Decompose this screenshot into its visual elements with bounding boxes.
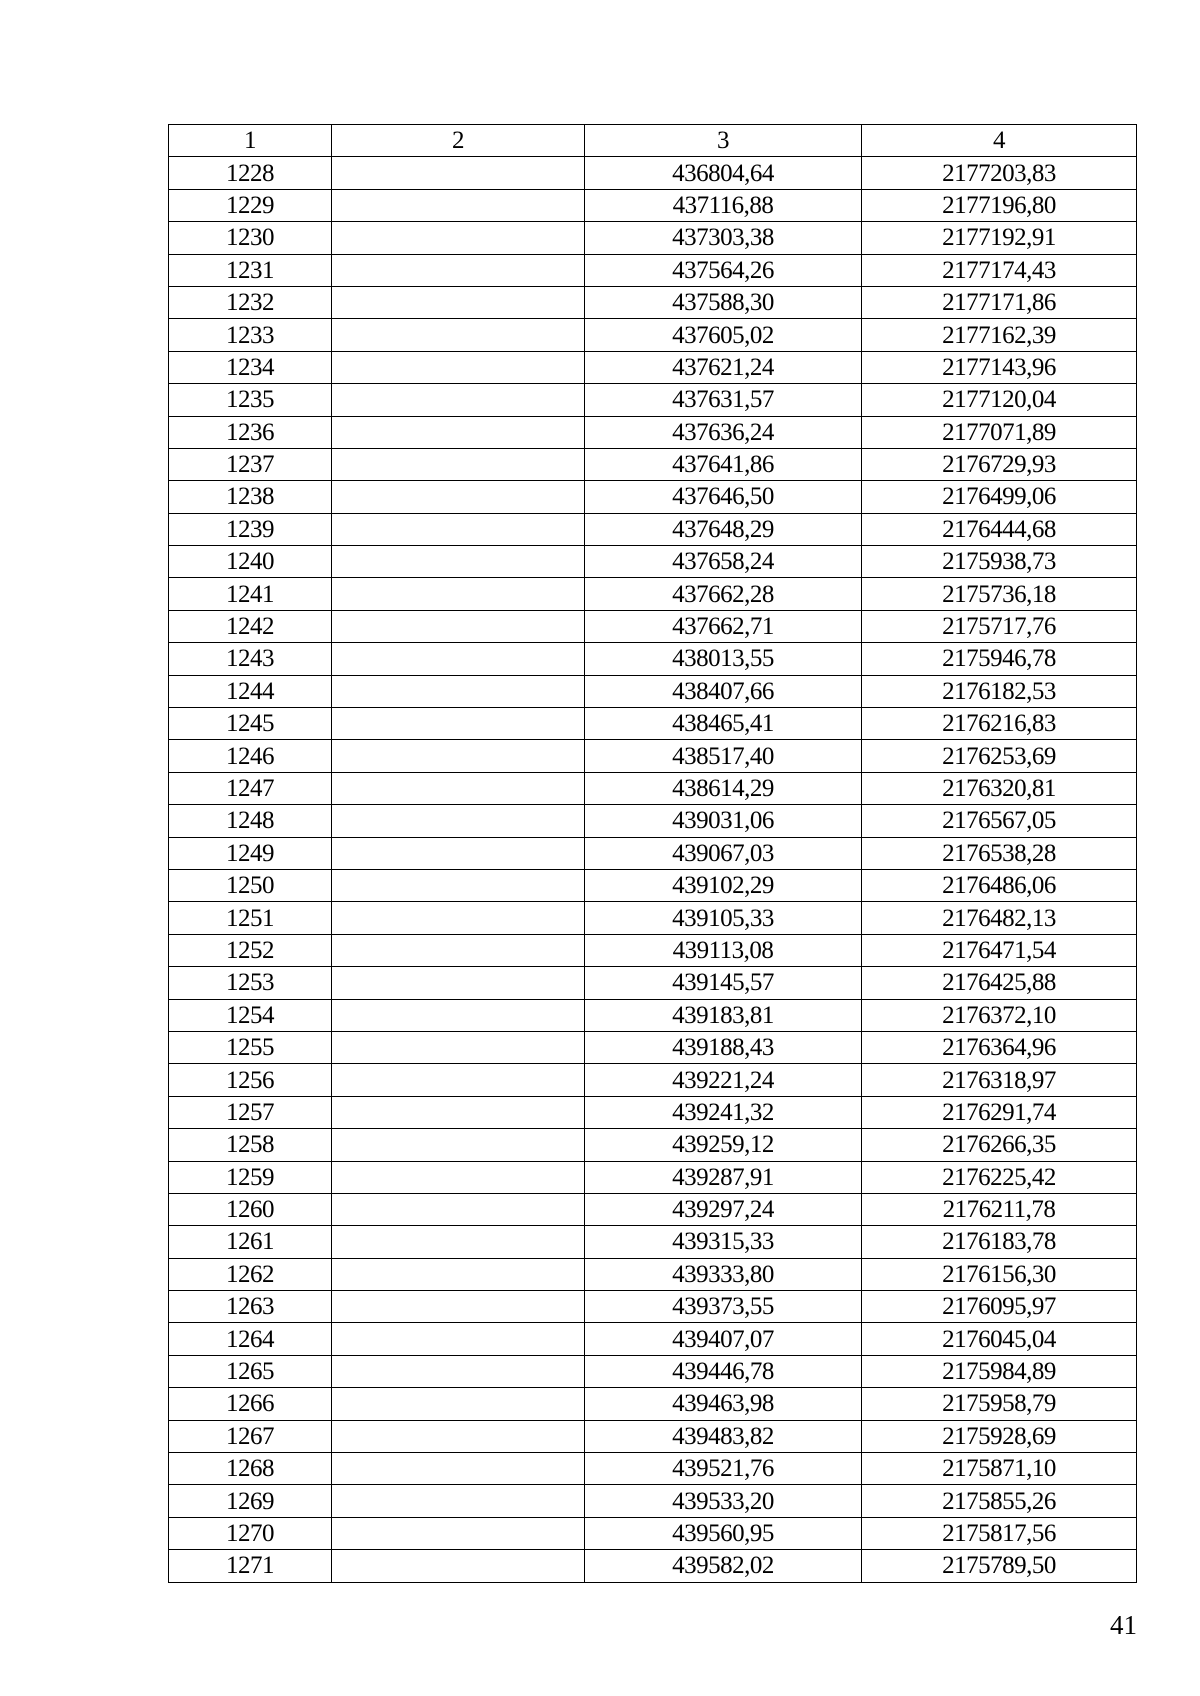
y-coordinate-cell: 2175871,10 — [862, 1453, 1137, 1485]
y-coordinate-cell: 2177171,86 — [862, 286, 1137, 318]
table-row — [169, 1226, 1137, 1258]
table-row — [169, 1064, 1137, 1096]
table-row — [169, 481, 1137, 513]
point-number-cell: 1269 — [169, 1485, 332, 1517]
x-coordinate-cell: 437564,26 — [585, 254, 862, 286]
empty-cell — [332, 999, 585, 1031]
empty-cell — [332, 1517, 585, 1549]
x-coordinate-cell: 439373,55 — [585, 1291, 862, 1323]
y-coordinate-cell: 2175789,50 — [862, 1550, 1137, 1582]
point-number-cell: 1229 — [169, 189, 332, 221]
table-row — [169, 189, 1137, 221]
y-coordinate-cell: 2176045,04 — [862, 1323, 1137, 1355]
point-number-cell: 1267 — [169, 1420, 332, 1452]
y-coordinate-cell: 2176318,97 — [862, 1064, 1137, 1096]
y-coordinate-cell: 2177203,83 — [862, 157, 1137, 189]
coordinates-table — [168, 124, 1137, 1583]
point-number-cell: 1248 — [169, 805, 332, 837]
y-coordinate-cell: 2176183,78 — [862, 1226, 1137, 1258]
x-coordinate-cell: 439183,81 — [585, 999, 862, 1031]
y-coordinate-cell: 2175928,69 — [862, 1420, 1137, 1452]
table-row — [169, 222, 1137, 254]
point-number-cell: 1244 — [169, 675, 332, 707]
empty-cell — [332, 1226, 585, 1258]
table-row — [169, 869, 1137, 901]
empty-cell — [332, 481, 585, 513]
table-row — [169, 1453, 1137, 1485]
y-coordinate-cell: 2176471,54 — [862, 934, 1137, 966]
table-row — [169, 1355, 1137, 1387]
table-row — [169, 934, 1137, 966]
table-row — [169, 1291, 1137, 1323]
point-number-cell: 1256 — [169, 1064, 332, 1096]
x-coordinate-cell: 438465,41 — [585, 708, 862, 740]
empty-cell — [332, 1323, 585, 1355]
point-number-cell: 1237 — [169, 448, 332, 480]
empty-cell — [332, 448, 585, 480]
table-row — [169, 286, 1137, 318]
table-row — [169, 319, 1137, 351]
table-row — [169, 1258, 1137, 1290]
x-coordinate-cell: 439188,43 — [585, 1031, 862, 1063]
point-number-cell: 1240 — [169, 546, 332, 578]
empty-cell — [332, 1485, 585, 1517]
table-row — [169, 416, 1137, 448]
column-header-3: 3 — [585, 125, 862, 157]
point-number-cell: 1233 — [169, 319, 332, 351]
point-number-cell: 1258 — [169, 1129, 332, 1161]
point-number-cell: 1253 — [169, 967, 332, 999]
table-row — [169, 448, 1137, 480]
point-number-cell: 1265 — [169, 1355, 332, 1387]
point-number-cell: 1252 — [169, 934, 332, 966]
empty-cell — [332, 1550, 585, 1582]
empty-cell — [332, 351, 585, 383]
y-coordinate-cell: 2177143,96 — [862, 351, 1137, 383]
point-number-cell: 1228 — [169, 157, 332, 189]
table-row — [169, 643, 1137, 675]
table-row — [169, 254, 1137, 286]
table-row — [169, 1485, 1137, 1517]
y-coordinate-cell: 2177174,43 — [862, 254, 1137, 286]
y-coordinate-cell: 2176364,96 — [862, 1031, 1137, 1063]
x-coordinate-cell: 438013,55 — [585, 643, 862, 675]
point-number-cell: 1245 — [169, 708, 332, 740]
point-number-cell: 1249 — [169, 837, 332, 869]
y-coordinate-cell: 2175717,76 — [862, 610, 1137, 642]
empty-cell — [332, 805, 585, 837]
table-row — [169, 1517, 1137, 1549]
table-row — [169, 837, 1137, 869]
table-row — [169, 805, 1137, 837]
x-coordinate-cell: 437588,30 — [585, 286, 862, 318]
x-coordinate-cell: 437648,29 — [585, 513, 862, 545]
point-number-cell: 1243 — [169, 643, 332, 675]
y-coordinate-cell: 2176156,30 — [862, 1258, 1137, 1290]
table-row — [169, 384, 1137, 416]
x-coordinate-cell: 437605,02 — [585, 319, 862, 351]
x-coordinate-cell: 437646,50 — [585, 481, 862, 513]
empty-cell — [332, 643, 585, 675]
empty-cell — [332, 384, 585, 416]
point-number-cell: 1251 — [169, 902, 332, 934]
y-coordinate-cell: 2177071,89 — [862, 416, 1137, 448]
empty-cell — [332, 1161, 585, 1193]
x-coordinate-cell: 437621,24 — [585, 351, 862, 383]
y-coordinate-cell: 2175817,56 — [862, 1517, 1137, 1549]
point-number-cell: 1232 — [169, 286, 332, 318]
point-number-cell: 1234 — [169, 351, 332, 383]
x-coordinate-cell: 439533,20 — [585, 1485, 862, 1517]
y-coordinate-cell: 2176425,88 — [862, 967, 1137, 999]
column-header-1: 1 — [169, 125, 332, 157]
point-number-cell: 1259 — [169, 1161, 332, 1193]
y-coordinate-cell: 2176182,53 — [862, 675, 1137, 707]
y-coordinate-cell: 2175736,18 — [862, 578, 1137, 610]
x-coordinate-cell: 439297,24 — [585, 1193, 862, 1225]
y-coordinate-cell: 2176291,74 — [862, 1096, 1137, 1128]
point-number-cell: 1239 — [169, 513, 332, 545]
table-row — [169, 1420, 1137, 1452]
point-number-cell: 1255 — [169, 1031, 332, 1063]
x-coordinate-cell: 439102,29 — [585, 869, 862, 901]
table-row — [169, 967, 1137, 999]
point-number-cell: 1262 — [169, 1258, 332, 1290]
empty-cell — [332, 1453, 585, 1485]
empty-cell — [332, 286, 585, 318]
column-header-4: 4 — [862, 125, 1137, 157]
y-coordinate-cell: 2176499,06 — [862, 481, 1137, 513]
y-coordinate-cell: 2177196,80 — [862, 189, 1137, 221]
y-coordinate-cell: 2175855,26 — [862, 1485, 1137, 1517]
x-coordinate-cell: 439315,33 — [585, 1226, 862, 1258]
y-coordinate-cell: 2176225,42 — [862, 1161, 1137, 1193]
x-coordinate-cell: 437636,24 — [585, 416, 862, 448]
y-coordinate-cell: 2177120,04 — [862, 384, 1137, 416]
point-number-cell: 1235 — [169, 384, 332, 416]
x-coordinate-cell: 437641,86 — [585, 448, 862, 480]
empty-cell — [332, 967, 585, 999]
x-coordinate-cell: 438407,66 — [585, 675, 862, 707]
empty-cell — [332, 513, 585, 545]
y-coordinate-cell: 2177192,91 — [862, 222, 1137, 254]
point-number-cell: 1271 — [169, 1550, 332, 1582]
table-row — [169, 351, 1137, 383]
point-number-cell: 1260 — [169, 1193, 332, 1225]
point-number-cell: 1266 — [169, 1388, 332, 1420]
x-coordinate-cell: 439446,78 — [585, 1355, 862, 1387]
point-number-cell: 1231 — [169, 254, 332, 286]
table-row — [169, 578, 1137, 610]
table-row — [169, 1129, 1137, 1161]
y-coordinate-cell: 2176444,68 — [862, 513, 1137, 545]
empty-cell — [332, 1096, 585, 1128]
x-coordinate-cell: 439259,12 — [585, 1129, 862, 1161]
empty-cell — [332, 1031, 585, 1063]
empty-cell — [332, 1420, 585, 1452]
point-number-cell: 1264 — [169, 1323, 332, 1355]
point-number-cell: 1254 — [169, 999, 332, 1031]
table-row — [169, 675, 1137, 707]
x-coordinate-cell: 437662,71 — [585, 610, 862, 642]
table-header — [169, 125, 1137, 157]
y-coordinate-cell: 2175958,79 — [862, 1388, 1137, 1420]
table-row — [169, 708, 1137, 740]
x-coordinate-cell: 439145,57 — [585, 967, 862, 999]
column-header-2: 2 — [332, 125, 585, 157]
x-coordinate-cell: 438614,29 — [585, 772, 862, 804]
empty-cell — [332, 675, 585, 707]
table-row — [169, 1323, 1137, 1355]
point-number-cell: 1230 — [169, 222, 332, 254]
x-coordinate-cell: 437303,38 — [585, 222, 862, 254]
x-coordinate-cell: 438517,40 — [585, 740, 862, 772]
y-coordinate-cell: 2175984,89 — [862, 1355, 1137, 1387]
y-coordinate-cell: 2176372,10 — [862, 999, 1137, 1031]
y-coordinate-cell: 2176253,69 — [862, 740, 1137, 772]
table-row — [169, 513, 1137, 545]
empty-cell — [332, 1388, 585, 1420]
y-coordinate-cell: 2176266,35 — [862, 1129, 1137, 1161]
empty-cell — [332, 189, 585, 221]
y-coordinate-cell: 2177162,39 — [862, 319, 1137, 351]
y-coordinate-cell: 2176211,78 — [862, 1193, 1137, 1225]
point-number-cell: 1241 — [169, 578, 332, 610]
y-coordinate-cell: 2176482,13 — [862, 902, 1137, 934]
empty-cell — [332, 254, 585, 286]
point-number-cell: 1250 — [169, 869, 332, 901]
table-row — [169, 1388, 1137, 1420]
point-number-cell: 1246 — [169, 740, 332, 772]
point-number-cell: 1236 — [169, 416, 332, 448]
x-coordinate-cell: 439521,76 — [585, 1453, 862, 1485]
empty-cell — [332, 1258, 585, 1290]
y-coordinate-cell: 2176216,83 — [862, 708, 1137, 740]
empty-cell — [332, 869, 585, 901]
empty-cell — [332, 708, 585, 740]
empty-cell — [332, 1291, 585, 1323]
y-coordinate-cell: 2176567,05 — [862, 805, 1137, 837]
empty-cell — [332, 902, 585, 934]
point-number-cell: 1270 — [169, 1517, 332, 1549]
x-coordinate-cell: 439582,02 — [585, 1550, 862, 1582]
x-coordinate-cell: 439287,91 — [585, 1161, 862, 1193]
x-coordinate-cell: 439113,08 — [585, 934, 862, 966]
point-number-cell: 1238 — [169, 481, 332, 513]
table-row — [169, 157, 1137, 189]
x-coordinate-cell: 437658,24 — [585, 546, 862, 578]
x-coordinate-cell: 439407,07 — [585, 1323, 862, 1355]
table-row — [169, 1161, 1137, 1193]
empty-cell — [332, 1193, 585, 1225]
table-row — [169, 999, 1137, 1031]
table-body — [169, 157, 1137, 1582]
x-coordinate-cell: 439333,80 — [585, 1258, 862, 1290]
table-row — [169, 610, 1137, 642]
empty-cell — [332, 1129, 585, 1161]
empty-cell — [332, 546, 585, 578]
x-coordinate-cell: 436804,64 — [585, 157, 862, 189]
y-coordinate-cell: 2175938,73 — [862, 546, 1137, 578]
y-coordinate-cell: 2176320,81 — [862, 772, 1137, 804]
x-coordinate-cell: 439560,95 — [585, 1517, 862, 1549]
empty-cell — [332, 578, 585, 610]
y-coordinate-cell: 2176729,93 — [862, 448, 1137, 480]
table-row — [169, 740, 1137, 772]
table-row — [169, 772, 1137, 804]
x-coordinate-cell: 439463,98 — [585, 1388, 862, 1420]
x-coordinate-cell: 439483,82 — [585, 1420, 862, 1452]
table-row — [169, 546, 1137, 578]
table-row — [169, 1096, 1137, 1128]
y-coordinate-cell: 2176538,28 — [862, 837, 1137, 869]
empty-cell — [332, 837, 585, 869]
y-coordinate-cell: 2176095,97 — [862, 1291, 1137, 1323]
point-number-cell: 1247 — [169, 772, 332, 804]
empty-cell — [332, 157, 585, 189]
empty-cell — [332, 319, 585, 351]
x-coordinate-cell: 439221,24 — [585, 1064, 862, 1096]
table-row — [169, 1193, 1137, 1225]
empty-cell — [332, 610, 585, 642]
x-coordinate-cell: 439105,33 — [585, 902, 862, 934]
point-number-cell: 1263 — [169, 1291, 332, 1323]
table-row — [169, 1550, 1137, 1582]
table-row — [169, 1031, 1137, 1063]
point-number-cell: 1242 — [169, 610, 332, 642]
x-coordinate-cell: 437662,28 — [585, 578, 862, 610]
header-row — [169, 125, 1137, 157]
empty-cell — [332, 740, 585, 772]
empty-cell — [332, 1064, 585, 1096]
y-coordinate-cell: 2176486,06 — [862, 869, 1137, 901]
empty-cell — [332, 1355, 585, 1387]
page-number: 41 — [1110, 1610, 1137, 1640]
empty-cell — [332, 772, 585, 804]
y-coordinate-cell: 2175946,78 — [862, 643, 1137, 675]
empty-cell — [332, 416, 585, 448]
x-coordinate-cell: 439241,32 — [585, 1096, 862, 1128]
empty-cell — [332, 222, 585, 254]
point-number-cell: 1261 — [169, 1226, 332, 1258]
table-row — [169, 902, 1137, 934]
x-coordinate-cell: 437631,57 — [585, 384, 862, 416]
empty-cell — [332, 934, 585, 966]
x-coordinate-cell: 439031,06 — [585, 805, 862, 837]
x-coordinate-cell: 437116,88 — [585, 189, 862, 221]
x-coordinate-cell: 439067,03 — [585, 837, 862, 869]
point-number-cell: 1268 — [169, 1453, 332, 1485]
point-number-cell: 1257 — [169, 1096, 332, 1128]
